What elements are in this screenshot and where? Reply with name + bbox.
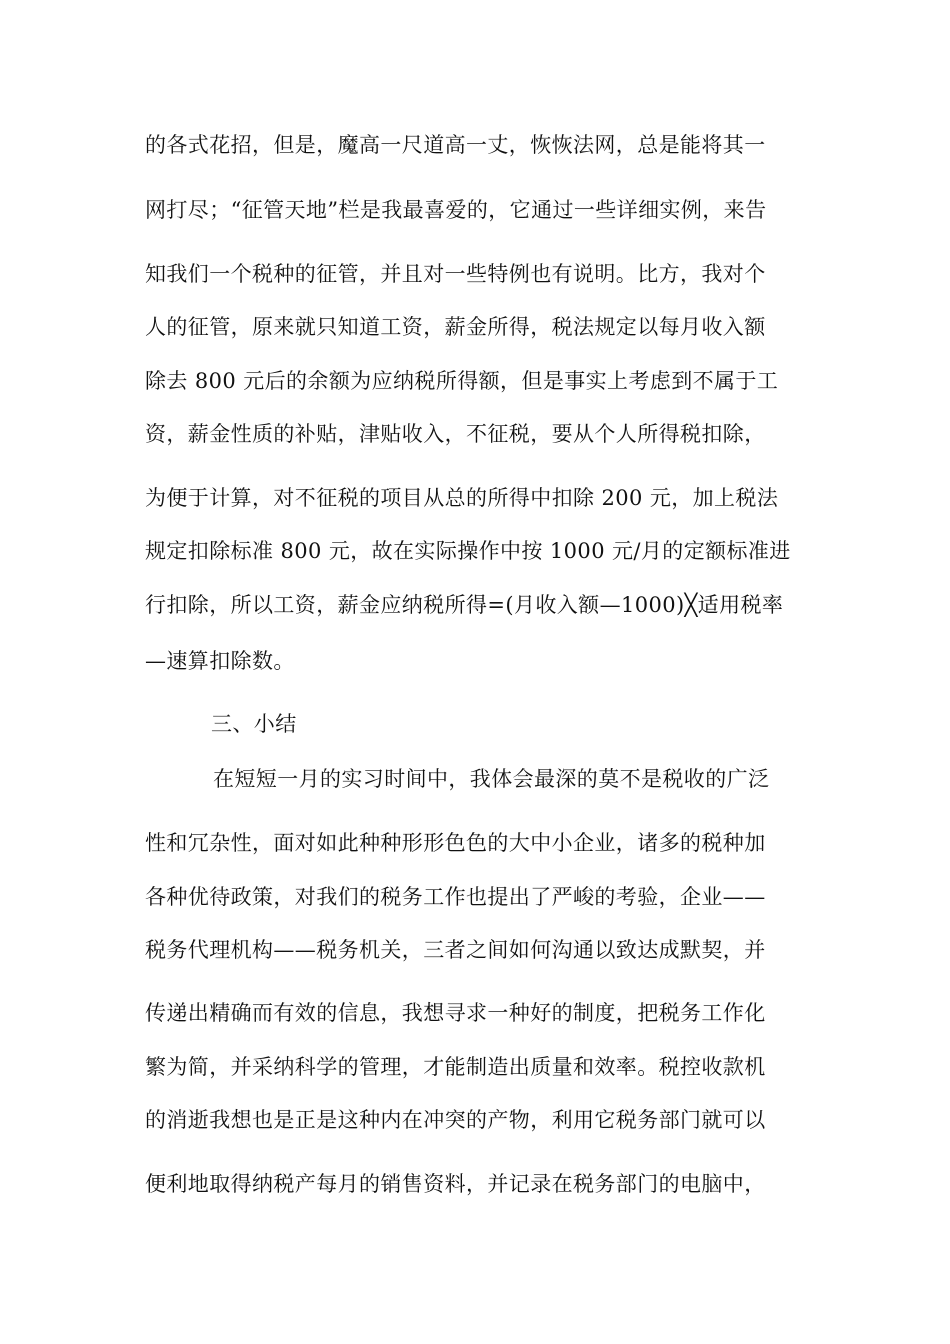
paragraph-line: 为便于计算，对不征税的项目从总的所得中扣除 200 元，加上税法 [145,486,779,510]
paragraph-line: 人的征管，原来就只知道工资，薪金所得，税法规定以每月收入额 [145,315,766,339]
paragraph-line: —速算扣除数。 [145,649,295,673]
paragraph-line: 行扣除，所以工资，薪金应纳税所得=(月收入额—1000)╳适用税率 [145,593,784,617]
paragraph-line: 网打尽；“征管天地”栏是我最喜爱的，它通过一些详细实例，来告 [145,198,767,222]
paragraph-line: 在短短一月的实习时间中，我体会最深的莫不是税收的广泛 [213,767,770,791]
paragraph-line: 便利地取得纳税产每月的销售资料，并记录在税务部门的电脑中， [145,1172,766,1196]
paragraph-line: 繁为简，并采纳科学的管理，才能制造出质量和效率。税控收款机 [145,1055,766,1079]
section-heading: 三、小结 [211,712,297,736]
paragraph-line: 规定扣除标准 800 元，故在实际操作中按 1000 元/月的定额标准进 [145,539,791,563]
paragraph-line: 除去 800 元后的余额为应纳税所得额，但是事实上考虑到不属于工 [145,369,779,393]
paragraph-line: 的各式花招，但是，魔高一尺道高一丈，恢恢法网，总是能将其一 [145,133,766,157]
paragraph-line: 的消逝我想也是正是这种内在冲突的产物，利用它税务部门就可以 [145,1108,766,1132]
paragraph-line: 资，薪金性质的补贴，津贴收入，不征税，要从个人所得税扣除， [145,422,766,446]
paragraph-line: 性和冗杂性，面对如此种种形形色色的大中小企业，诸多的税种加 [145,831,766,855]
paragraph-line: 税务代理机构——税务机关，三者之间如何沟通以致达成默契，并 [145,938,766,962]
paragraph-line: 各种优待政策，对我们的税务工作也提出了严峻的考验，企业—— [145,885,766,909]
paragraph-line: 知我们一个税种的征管，并且对一些特例也有说明。比方，我对个 [145,262,766,286]
paragraph-line: 传递出精确而有效的信息，我想寻求一种好的制度，把税务工作化 [145,1001,766,1025]
